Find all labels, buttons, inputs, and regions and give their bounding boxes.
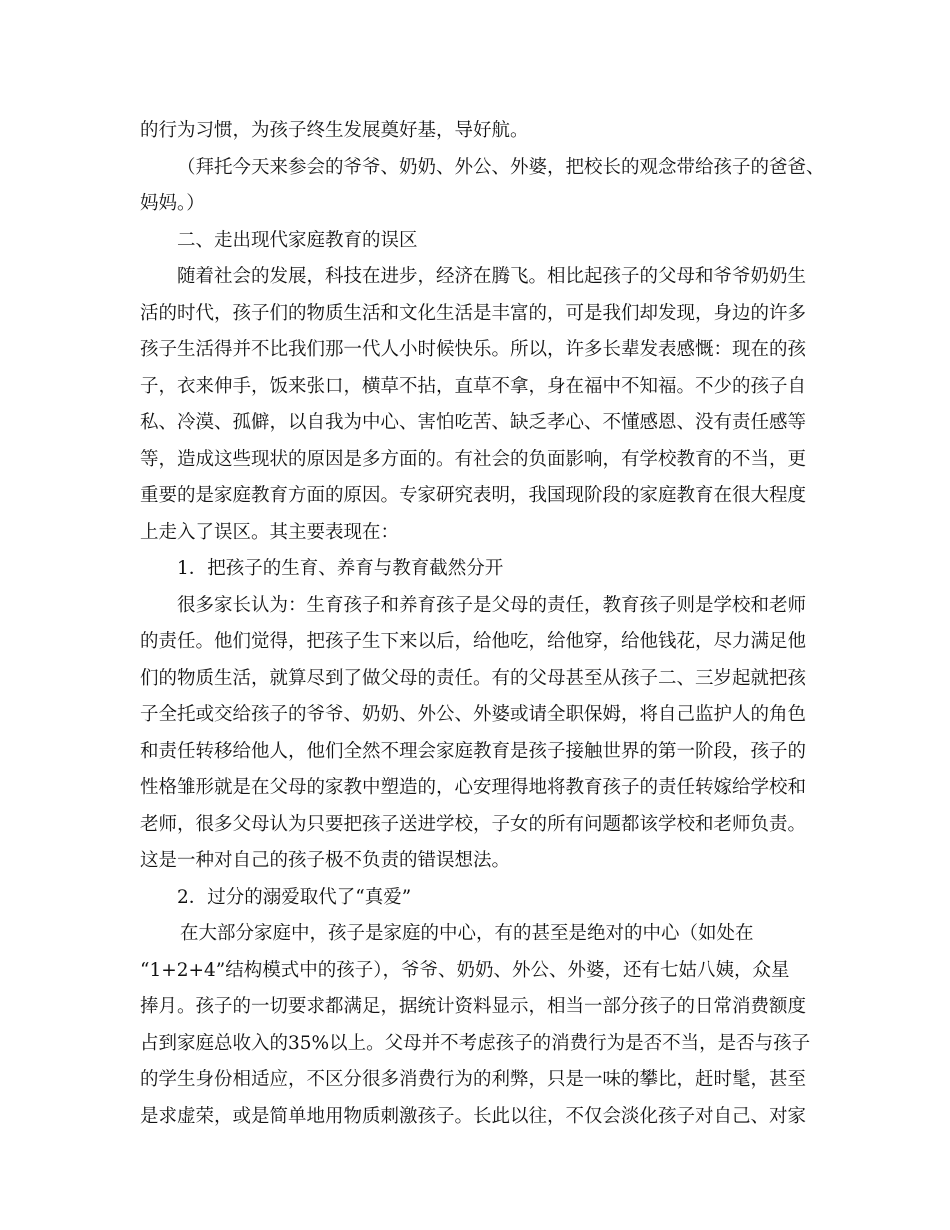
text-line: 上走入了误区。其主要表现在： <box>140 521 400 543</box>
text-line: 的学生身份相适应，不区分很多消费行为的利弊，只是一味的攀比，赶时髦，甚至 <box>140 1069 807 1090</box>
text-line: 这是一种对自己的孩子极不负责的错误想法。 <box>140 850 511 871</box>
text-line: 在大部分家庭中，孩子是家庭的中心，有的甚至是绝对的中心（如处在 <box>180 923 754 944</box>
text-line: 老师，很多父母认为只要把孩子送进学校，子女的所有问题都该学校和老师负责。 <box>140 813 807 835</box>
text-line: 等，造成这些现状的原因是多方面的。有社会的负面影响，有学校教育的不当，更 <box>140 448 807 470</box>
text-line: 重要的是家庭教育方面的原因。专家研究表明，我国现阶段的家庭教育在很大程度 <box>140 485 807 506</box>
text-line: 性格雏形就是在父母的家教中塑造的，心安理得地将教育孩子的责任转嫁给学校和 <box>140 777 807 798</box>
subsection-heading: 2．过分的溺爱取代了“真爱” <box>177 886 412 908</box>
text-line: 子，衣来伸手，饭来张口，横草不拈，直草不拿，身在福中不知福。不少的孩子自 <box>140 375 807 397</box>
text-line: 是求虚荣，或是简单地用物质刺激孩子。长此以往，不仅会淡化孩子对自己、对家 <box>140 1105 807 1127</box>
text-line: 子全托或交给孩子的爷爷、奶奶、外公、外婆或请全职保姆，将自己监护人的角色 <box>140 704 807 725</box>
text-line: 们的物质生活，就算尽到了做父母的责任。有的父母甚至从孩子二、三岁起就把孩 <box>140 667 807 689</box>
subsection-heading: 1．把孩子的生育、养育与教育截然分开 <box>177 558 504 579</box>
text-line: 孩子生活得并不比我们那一代人小时候快乐。所以，许多长辈发表感慨：现在的孩 <box>140 339 807 360</box>
section-heading: 二、走出现代家庭教育的误区 <box>177 229 418 251</box>
text-line: 随着社会的发展，科技在进步，经济在腾飞。相比起孩子的父母和爷爷奶奶生 <box>177 266 807 287</box>
text-line: （拜托今天来参会的爷爷、奶奶、外公、外婆，把校长的观念带给孩子的爸爸、 <box>177 156 825 178</box>
text-line: 捧月。孩子的一切要求都满足，据统计资料显示，相当一部分孩子的日常消费额度 <box>140 996 807 1017</box>
text-line: 的责任。他们觉得，把孩子生下来以后，给他吃，给他穿，给他钱花，尽力满足他 <box>140 631 807 652</box>
text-line: 和责任转移给他人，他们全然不理会家庭教育是孩子接触世界的第一阶段，孩子的 <box>140 740 807 762</box>
text-line: 很多家长认为：生育孩子和养育孩子是父母的责任，教育孩子则是学校和老师 <box>177 594 807 616</box>
text-line: 活的时代，孩子们的物质生活和文化生活是丰富的，可是我们却发现，身边的许多 <box>140 302 807 324</box>
text-line: “1+2+4”结构模式中的孩子），爷爷、奶奶、外公、外婆，还有七姑八姨，众星 <box>140 959 790 981</box>
text-line: 占到家庭总收入的35%以上。父母并不考虑孩子的消费行为是否不当，是否与孩子 <box>140 1032 811 1054</box>
document-body <box>140 113 830 1135</box>
text-line: 私、冷漠、孤僻，以自我为中心、害怕吃苦、缺乏孝心、不懂感恩、没有责任感等 <box>140 412 807 433</box>
text-line: 的行为习惯，为孩子终生发展奠好基，导好航。 <box>140 120 529 141</box>
text-line: 妈妈。） <box>140 193 205 214</box>
